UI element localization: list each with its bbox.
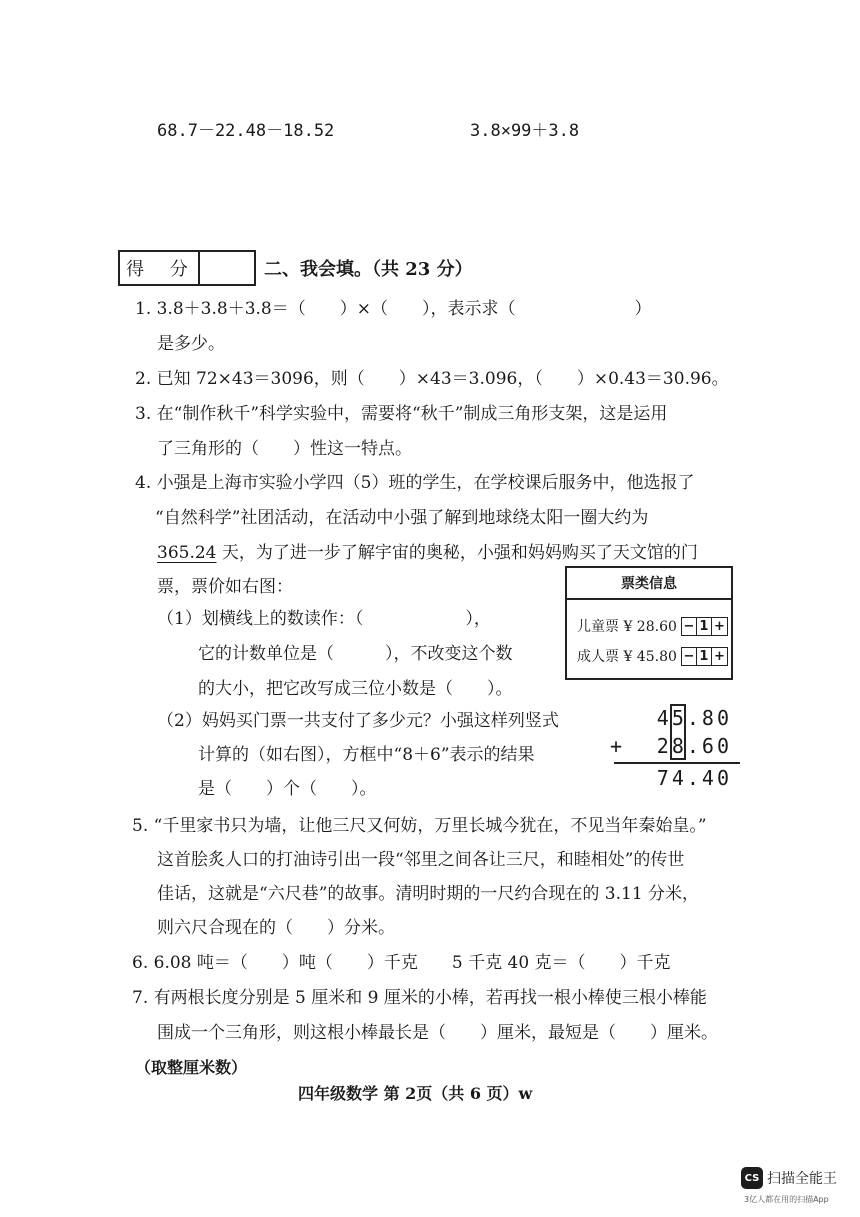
scanner-brand: 扫描全能王 [767,1171,837,1187]
q3-line1: 3. 在“制作秋千”科学实验中，需要将“秋千”制成三角形支架，这是运用 [135,404,668,424]
adult-ticket-label: 成人票 ¥ 45.80 [577,649,677,665]
expression-2: 3.8×99＋3.8 [470,121,580,141]
q1-line1: 1. 3.8＋3.8＋3.8＝（ ）×（ ），表示求（ ） [135,299,652,319]
child-ticket-row [577,616,728,636]
plus-icon[interactable]: + [713,648,725,664]
addend-1: 45.80 [656,706,732,730]
scanner-logo-icon: CS [741,1167,763,1189]
addend-2: 28.60 [656,734,732,758]
minus-icon[interactable]: − [682,648,697,665]
quantity-value: 1 [697,648,712,665]
child-quantity-stepper[interactable] [681,617,728,636]
q4-part1-line1: （1）划横线上的数读作：（ ）， [157,609,491,629]
minus-icon[interactable]: − [682,618,697,635]
q4-line3 [157,542,698,564]
q5-line4: 则六尺合现在的（ ）分米。 [157,918,395,938]
page-footer: 四年级数学 第 2页（共 6 页）w [298,1084,533,1103]
ticket-info-box [565,566,733,680]
vertical-addition [610,706,740,796]
q4-part2-line2: 计算的（如右图），方框中“8＋6”表示的结果 [198,745,535,765]
child-ticket-label: 儿童票 ¥ 28.60 [577,619,677,635]
section-title: 二、我会填。（共 23 分） [264,259,473,280]
sum-result: 74.40 [656,766,732,790]
plus-sign: + [610,734,623,758]
q4-line1: 4. 小强是上海市实验小学四（5）班的学生，在学校课后服务中，他选报了 [135,473,695,493]
underlined-number: 365.24 [157,543,217,563]
ticket-info-header: 票类信息 [567,568,731,600]
adult-ticket-row [577,646,728,666]
q4-part1-line2: 它的计数单位是（ ），不改变这个数 [198,644,513,664]
q5-line3: 佳话，这就是“六尺巷”的故事。清明时期的一尺约合现在的 3.11 分米， [157,884,700,904]
q7-line3: （取整厘米数） [135,1058,248,1077]
q5-line2: 这首脍炙人口的打油诗引出一段“邻里之间各让三尺，和睦相处”的传世 [157,850,685,870]
score-label: 得 分 [120,252,200,284]
adult-quantity-stepper[interactable] [681,647,728,666]
scanner-slogan: 3亿人都在用的扫描App [744,1195,829,1204]
q7-line1: 7. 有两根长度分别是 5 厘米和 9 厘米的小棒，若再找一根小棒使三根小棒能 [132,988,707,1008]
q3-line2: 了三角形的（ ）性这一特点。 [157,439,412,459]
score-value-cell[interactable] [200,252,254,284]
q4-line2: “自然科学”社团活动，在活动中小强了解到地球绕太阳一圈大约为 [155,508,649,528]
sum-line [614,762,740,764]
highlight-box [670,704,686,760]
q4-part2-line1: （2）妈妈买门票一共支付了多少元？小强这样列竖式 [157,711,559,731]
q6-line1: 6. 6.08 吨＝（ ）吨（ ）千克 5 千克 40 克＝（ ）千克 [132,953,671,973]
q4-line3-rest: 天，为了进一步了解宇宙的奥秘，小强和妈妈购买了天文馆的门 [216,543,698,563]
q5-line1: 5. “千里家书只为墙，让他三尺又何妨，万里长城今犹在，不见当年秦始皇。” [132,816,707,836]
plus-icon[interactable]: + [713,618,725,634]
q7-line2: 围成一个三角形，则这根小棒最长是（ ）厘米，最短是（ ）厘米。 [157,1023,718,1043]
q4-line4: 票，票价如右图： [157,577,293,597]
expression-1: 68.7－22.48－18.52 [157,121,335,141]
quantity-value: 1 [697,618,712,635]
q4-part1-line3: 的大小，把它改写成三位小数是（ ）。 [198,679,513,699]
score-box [118,250,256,286]
q2-line1: 2. 已知 72×43＝3096，则（ ）×43＝3.096，（ ）×0.43＝30.96。 [135,369,729,389]
q1-line2: 是多少。 [157,334,225,354]
q4-part2-line3: 是（ ）个（ ）。 [198,779,377,799]
